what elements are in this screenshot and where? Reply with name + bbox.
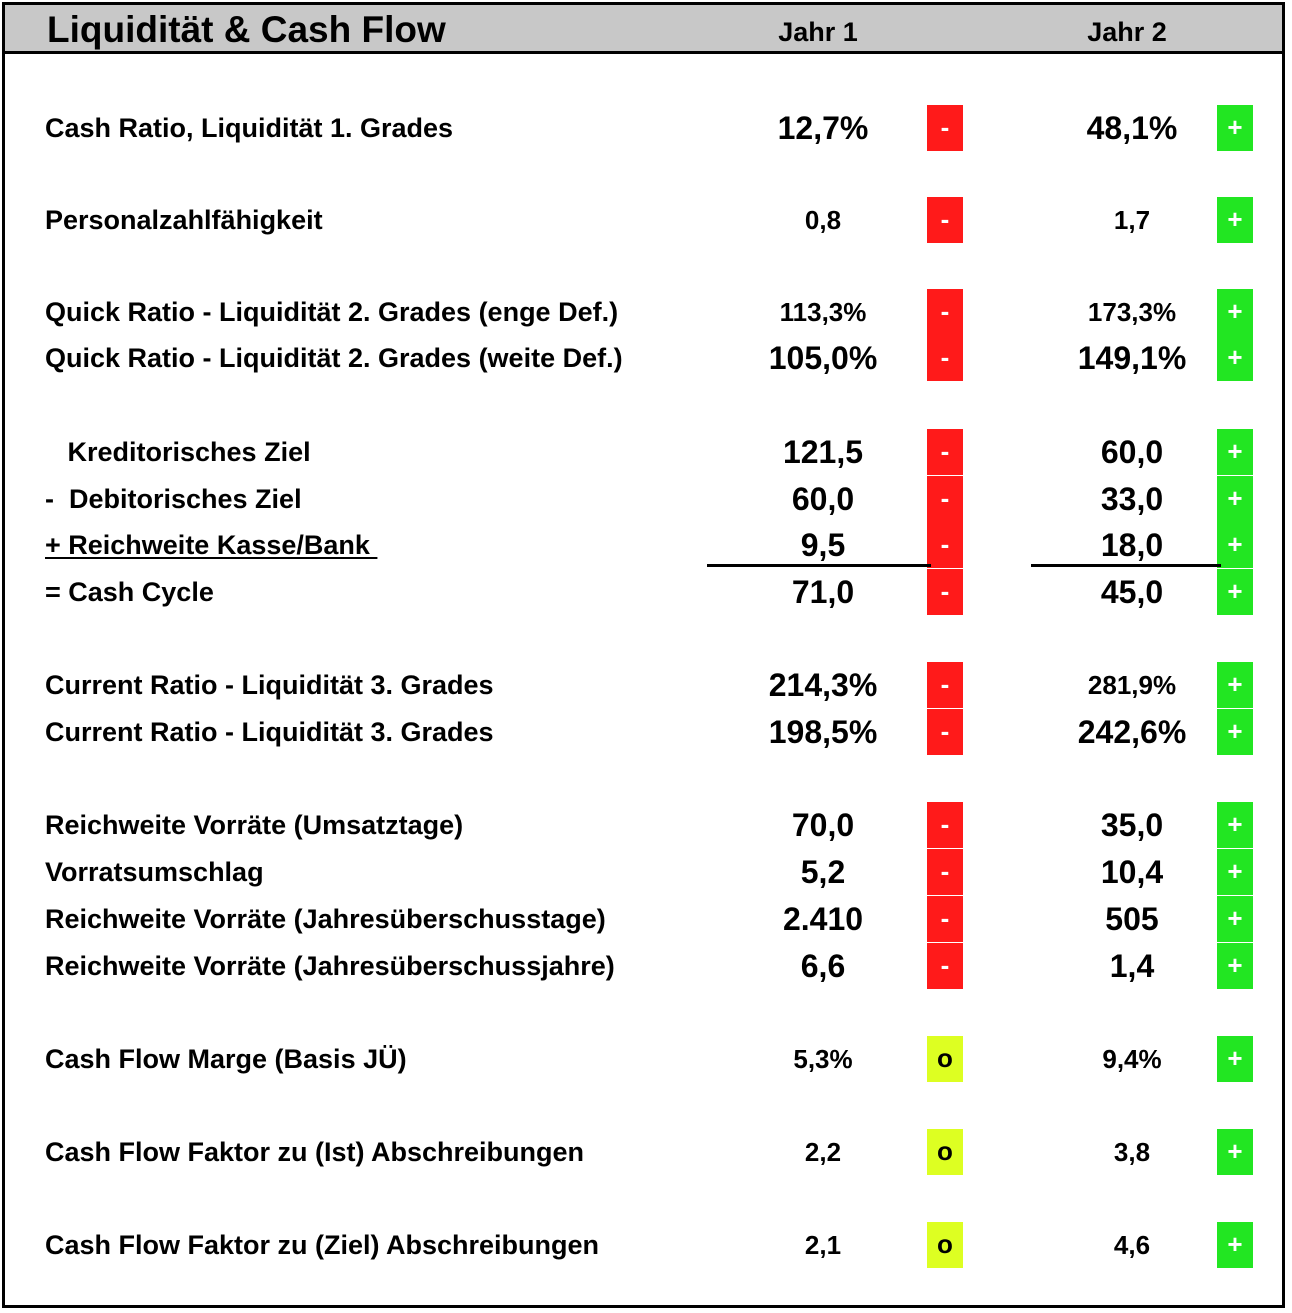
rating-badge-year2: + <box>1217 429 1253 475</box>
value-year2: 33,0 <box>1100 481 1164 517</box>
value-year2: 173,3% <box>1087 297 1177 327</box>
value-year2: 60,0 <box>1100 434 1164 470</box>
value-year1: 214,3% <box>768 667 878 703</box>
rating-badge-year2: + <box>1217 289 1253 335</box>
value-year1: 5,2 <box>800 854 846 890</box>
value-year1: 121,5 <box>782 434 864 470</box>
value-year1: 198,5% <box>768 714 878 750</box>
value-year1: 2,2 <box>804 1137 842 1167</box>
rating-badge-year2: + <box>1217 1036 1253 1082</box>
table-row <box>5 1036 1282 1082</box>
liquidity-report-table <box>2 2 1285 1308</box>
rating-badge-year1: - <box>927 289 963 335</box>
value-year1: 71,0 <box>791 574 855 610</box>
rating-badge-year2: + <box>1217 802 1253 848</box>
value-year1: 2.410 <box>782 901 864 937</box>
value-year1: 60,0 <box>791 481 855 517</box>
value-year1: 70,0 <box>791 807 855 843</box>
rating-badge-year2: + <box>1217 943 1253 989</box>
row-label: Current Ratio - Liquidität 3. Grades <box>45 670 494 700</box>
rating-badge-year1: - <box>927 429 963 475</box>
table-row <box>5 849 1282 895</box>
row-label: Cash Flow Marge (Basis JÜ) <box>45 1044 407 1074</box>
page-title: Liquidität & Cash Flow <box>47 9 446 50</box>
rating-badge-year1: - <box>927 802 963 848</box>
row-label: Personalzahlfähigkeit <box>45 205 323 235</box>
rating-badge-year2: + <box>1217 662 1253 708</box>
table-row <box>5 709 1282 755</box>
table-row <box>5 429 1282 475</box>
row-label: Current Ratio - Liquidität 3. Grades <box>45 717 494 747</box>
value-year2: 505 <box>1105 901 1159 937</box>
row-label: Reichweite Vorräte (Jahresüberschusstage) <box>45 904 606 934</box>
rating-badge-year1: - <box>927 197 963 243</box>
rating-badge-year1: o <box>927 1222 963 1268</box>
rating-badge-year1: - <box>927 662 963 708</box>
table-header <box>5 5 1282 54</box>
rating-badge-year2: + <box>1217 105 1253 151</box>
rating-badge-year1: - <box>927 569 963 615</box>
table-row <box>5 476 1282 522</box>
table-row <box>5 335 1282 381</box>
table-row <box>5 105 1282 151</box>
value-year2: 48,1% <box>1086 110 1178 146</box>
rating-badge-year2: + <box>1217 197 1253 243</box>
row-label: - Debitorisches Ziel <box>45 484 302 514</box>
rating-badge-year1: - <box>927 896 963 942</box>
value-year1: 2,1 <box>804 1230 842 1260</box>
rating-badge-year2: + <box>1217 522 1253 568</box>
value-year2: 10,4 <box>1100 854 1164 890</box>
rating-badge-year2: + <box>1217 1222 1253 1268</box>
row-label: Cash Flow Faktor zu (Ist) Abschreibungen <box>45 1137 585 1167</box>
value-year1: 6,6 <box>800 948 846 984</box>
table-row <box>5 943 1282 989</box>
rating-badge-year1: - <box>927 849 963 895</box>
value-year2: 9,4% <box>1102 1044 1162 1074</box>
value-year2: 281,9% <box>1087 670 1177 700</box>
rating-badge-year2: + <box>1217 1129 1253 1175</box>
rating-badge-year2: + <box>1217 709 1253 755</box>
row-label: Reichweite Vorräte (Umsatztage) <box>45 810 464 840</box>
table-row <box>5 569 1282 615</box>
table-row <box>5 289 1282 335</box>
rating-badge-year1: o <box>927 1036 963 1082</box>
row-label: Quick Ratio - Liquidität 2. Grades (enge Def.) <box>45 297 619 327</box>
rating-badge-year1: - <box>927 476 963 522</box>
rating-badge-year2: + <box>1217 335 1253 381</box>
value-year1: 113,3% <box>779 297 867 327</box>
value-year1: 5,3% <box>793 1044 853 1074</box>
row-label: Kreditorisches Ziel <box>45 437 311 467</box>
rating-badge-year2: + <box>1217 476 1253 522</box>
value-year2: 45,0 <box>1100 574 1164 610</box>
value-year2: 3,8 <box>1113 1137 1151 1167</box>
row-label: Cash Ratio, Liquidität 1. Grades <box>45 113 454 143</box>
rating-badge-year1: - <box>927 105 963 151</box>
rating-badge-year1: - <box>927 522 963 568</box>
row-label: Reichweite Vorräte (Jahresüberschussjahre) <box>45 951 615 981</box>
rating-badge-year1: - <box>927 335 963 381</box>
rating-badge-year2: + <box>1217 849 1253 895</box>
value-year1: 9,5 <box>800 527 846 563</box>
value-year2: 1,4 <box>1109 948 1155 984</box>
table-row <box>5 802 1282 848</box>
value-year1: 12,7% <box>777 110 869 146</box>
rating-badge-year1: o <box>927 1129 963 1175</box>
table-row <box>5 662 1282 708</box>
table-row <box>5 197 1282 243</box>
value-year2: 18,0 <box>1100 527 1164 563</box>
sum-rule-year2 <box>1031 564 1221 567</box>
rating-badge-year2: + <box>1217 896 1253 942</box>
row-label: + Reichweite Kasse/Bank <box>45 530 378 560</box>
table-row <box>5 1129 1282 1175</box>
rating-badge-year1: - <box>927 709 963 755</box>
row-label: Quick Ratio - Liquidität 2. Grades (weite Def.) <box>45 343 623 373</box>
value-year1: 105,0% <box>768 340 878 376</box>
row-label: = Cash Cycle <box>45 577 214 607</box>
row-label: Cash Flow Faktor zu (Ziel) Abschreibungen <box>45 1230 600 1260</box>
value-year2: 1,7 <box>1113 205 1151 235</box>
rating-badge-year1: - <box>927 943 963 989</box>
value-year2: 242,6% <box>1077 714 1187 750</box>
rating-badge-year2: + <box>1217 569 1253 615</box>
value-year2: 149,1% <box>1077 340 1187 376</box>
sum-rule-year1 <box>707 564 931 567</box>
column-header-year1: Jahr 1 <box>778 17 858 47</box>
row-label: Vorratsumschlag <box>45 857 264 887</box>
column-header-year2: Jahr 2 <box>1087 17 1167 47</box>
table-row <box>5 1222 1282 1268</box>
table-row <box>5 896 1282 942</box>
value-year1: 0,8 <box>804 205 842 235</box>
table-row <box>5 522 1282 568</box>
value-year2: 35,0 <box>1100 807 1164 843</box>
value-year2: 4,6 <box>1113 1230 1151 1260</box>
